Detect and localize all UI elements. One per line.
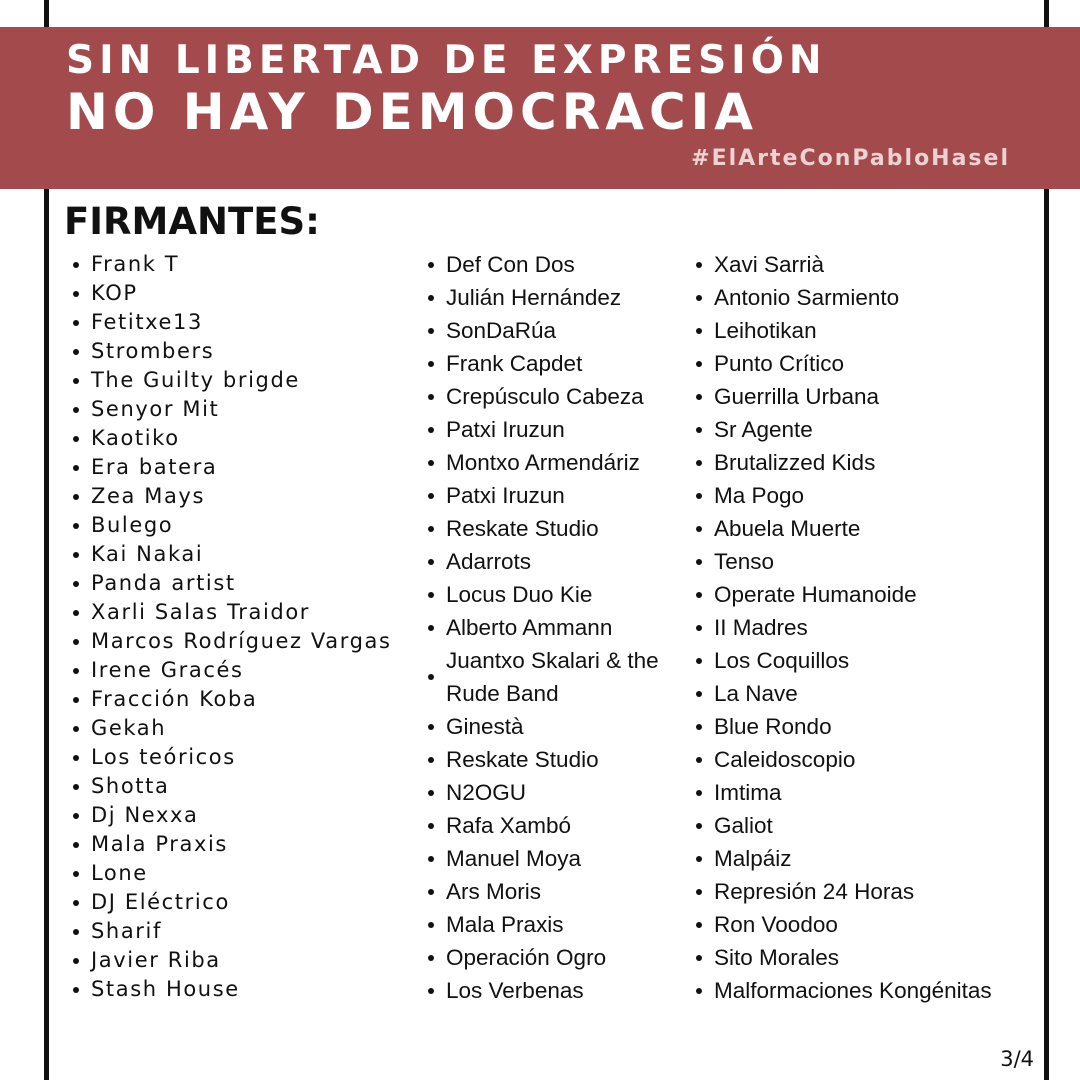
signatory-item: Galiot	[692, 809, 1037, 842]
signatory-item: Antonio Sarmiento	[692, 281, 1037, 314]
signatory-item: Crepúsculo Cabeza	[424, 380, 674, 413]
signatory-item: Stash House	[69, 975, 414, 1004]
signatory-item: Patxi Iruzun	[424, 479, 674, 512]
signatory-item: Caleidoscopio	[692, 743, 1037, 776]
signatory-item: Fracción Koba	[69, 685, 414, 714]
signatory-item: Juantxo Skalari & the Rude Band	[424, 644, 661, 710]
headline-line-2: NO HAY DEMOCRACIA	[66, 83, 758, 141]
signatory-item: The Guilty brigde	[69, 366, 414, 395]
signatory-item: Manuel Moya	[424, 842, 674, 875]
signatory-item: Punto Crítico	[692, 347, 1037, 380]
hashtag: #ElArteConPabloHasel	[691, 146, 1010, 171]
signatory-item: Brutalizzed Kids	[692, 446, 1037, 479]
signatory-item: Frank T	[69, 250, 414, 279]
signatory-item: Fetitxe13	[69, 308, 414, 337]
signatory-item: Leihotikan	[692, 314, 1037, 347]
signatory-item: Marcos Rodríguez Vargas	[69, 627, 414, 656]
signatory-item: Lone	[69, 859, 414, 888]
signatory-item: Ginestà	[424, 710, 674, 743]
signatory-item: Bulego	[69, 511, 414, 540]
signatory-item: Rafa Xambó	[424, 809, 674, 842]
signatory-item: Alberto Ammann	[424, 611, 674, 644]
signatory-item: N2OGU	[424, 776, 674, 809]
signatory-item: Xavi Sarrià	[692, 248, 1037, 281]
signatory-item: Xarli Salas Traidor	[69, 598, 414, 627]
signatory-item: Senyor Mit	[69, 395, 414, 424]
signatory-item: Los Verbenas	[424, 974, 674, 1007]
signatory-item: Los Coquillos	[692, 644, 1037, 677]
signatory-item: Reskate Studio	[424, 743, 674, 776]
signatory-item: Panda artist	[69, 569, 414, 598]
signatory-item: Ars Moris	[424, 875, 674, 908]
signatory-item: Ma Pogo	[692, 479, 1037, 512]
signatory-item: KOP	[69, 279, 414, 308]
signatory-item: Mala Praxis	[424, 908, 674, 941]
signatories-column-2	[424, 248, 674, 1007]
signatory-item: II Madres	[692, 611, 1037, 644]
signatory-item: Malformaciones Kongénitas	[692, 974, 1037, 1007]
signatory-item: Def Con Dos	[424, 248, 674, 281]
signatory-item: Strombers	[69, 337, 414, 366]
signatory-item: Irene Gracés	[69, 656, 414, 685]
signatory-item: Tenso	[692, 545, 1037, 578]
signatory-item: SonDaRúa	[424, 314, 674, 347]
headline-line-1: SIN LIBERTAD DE EXPRESIÓN	[66, 38, 827, 83]
signatory-item: Reskate Studio	[424, 512, 674, 545]
signatory-item: Zea Mays	[69, 482, 414, 511]
signatory-item: Era batera	[69, 453, 414, 482]
signatories-column-1	[69, 250, 414, 1004]
signatory-item: DJ Eléctrico	[69, 888, 414, 917]
signatory-item: Montxo Armendáriz	[424, 446, 674, 479]
signatory-item: Patxi Iruzun	[424, 413, 674, 446]
signatories-heading: FIRMANTES:	[64, 200, 320, 243]
signatory-item: Locus Duo Kie	[424, 578, 674, 611]
signatory-item: Sito Morales	[692, 941, 1037, 974]
signatory-item: Sr Agente	[692, 413, 1037, 446]
signatory-item: Shotta	[69, 772, 414, 801]
signatory-item: Represión 24 Horas	[692, 875, 1037, 908]
signatory-item: Julián Hernández	[424, 281, 674, 314]
signatories-column-3	[692, 248, 1037, 1007]
signatory-item: Abuela Muerte	[692, 512, 1037, 545]
page-number: 3/4	[1000, 1047, 1034, 1071]
signatory-item: Frank Capdet	[424, 347, 674, 380]
signatory-item: Sharif	[69, 917, 414, 946]
signatory-item: Kaotiko	[69, 424, 414, 453]
signatory-item: Los teóricos	[69, 743, 414, 772]
signatory-item: Operación Ogro	[424, 941, 674, 974]
signatory-item: Guerrilla Urbana	[692, 380, 1037, 413]
signatory-item: Ron Voodoo	[692, 908, 1037, 941]
signatory-item: Kai Nakai	[69, 540, 414, 569]
signatory-item: Javier Riba	[69, 946, 414, 975]
signatory-item: Mala Praxis	[69, 830, 414, 859]
signatory-item: Operate Humanoide	[692, 578, 1037, 611]
signatory-item: Imtima	[692, 776, 1037, 809]
signatory-item: Malpáiz	[692, 842, 1037, 875]
signatory-item: Adarrots	[424, 545, 674, 578]
signatory-item: Dj Nexxa	[69, 801, 414, 830]
signatory-item: Blue Rondo	[692, 710, 1037, 743]
signatory-item: La Nave	[692, 677, 1037, 710]
signatory-item: Gekah	[69, 714, 414, 743]
